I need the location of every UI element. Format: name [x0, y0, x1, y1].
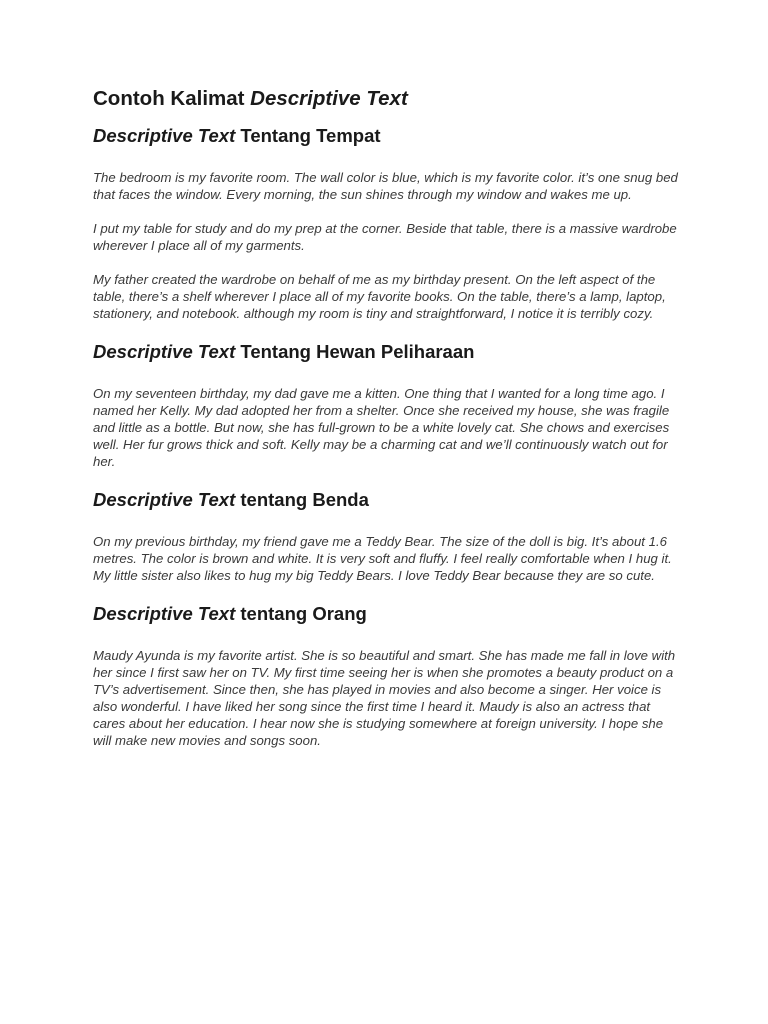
- section-heading-rest: Tentang Tempat: [235, 125, 381, 146]
- section-heading-hewan: [93, 340, 678, 364]
- section-heading-emphasis: Descriptive Text: [93, 489, 236, 510]
- section-heading-emphasis: Descriptive Text: [93, 125, 236, 146]
- paragraph-tempat-2: I put my table for study and do my prep at the corner. Beside that table, there is a massive wardrobe wherever I place all of my garments.: [93, 221, 677, 253]
- section-heading-emphasis: Descriptive Text: [93, 341, 236, 362]
- title-emphasis: Descriptive Text: [250, 87, 408, 110]
- section-heading-rest: tentang Benda: [235, 489, 369, 510]
- section-heading-emphasis: Descriptive Text: [93, 603, 236, 624]
- section-heading-rest: Tentang Hewan Peliharaan: [235, 341, 475, 362]
- paragraph-hewan-1: On my seventeen birthday, my dad gave me a kitten. One thing that I wanted for a long time ago. I named her Kelly. My dad adopted her from a shelter. Once she received my house, she was fragile and little as a bottle. But now, she has full-grown to be a white lovely cat. She chows and exercises well. Her fur grows thick and soft. Kelly may be a charming cat and we’ll continuously watch out for her.: [93, 386, 670, 469]
- section-heading-tempat: [93, 124, 678, 148]
- paragraph-tempat-3: My father created the wardrobe on behalf of me as my birthday present. On the left aspect of the table, there’s a shelf wherever I place all of my favorite books. On the table, there’s a lamp, laptop, stationery, and notebook. although my room is tiny and straightforward, I notice it is terribly cozy.: [93, 272, 666, 321]
- paragraph-orang-1: Maudy Ayunda is my favorite artist. She is so beautiful and smart. She has made me fall in love with her since I first saw her on TV. My first time seeing her is when she promotes a beauty product on a TV’s advertisement. Since then, she has played in movies and also become a singer. Her voice is also wonderful. I have liked her song since the first time I heard it. Maudy is also an actress that cares about her education. I hear now she is studying somewhere at foreign university. I hope she will make new movies and songs soon.: [93, 648, 676, 748]
- title-prefix: Contoh Kalimat: [93, 87, 251, 110]
- document-title: [93, 86, 678, 112]
- paragraph-benda-1: On my previous birthday, my friend gave me a Teddy Bear. The size of the doll is big. It’s about 1.6 metres. The color is brown and white. It is very soft and fluffy. I feel really comfortable when I hug it. My little sister also likes to hug my big Teddy Bears. I love Teddy Bear because they are so cute.: [93, 534, 672, 583]
- paragraph-tempat-1: The bedroom is my favorite room. The wall color is blue, which is my favorite color. it’s one snug bed that faces the window. Every morning, the sun shines through my window and wakes me up.: [93, 170, 678, 202]
- document-page: [93, 86, 678, 767]
- section-heading-rest: tentang Orang: [235, 603, 367, 624]
- section-heading-orang: [93, 602, 678, 626]
- section-heading-benda: [93, 488, 678, 512]
